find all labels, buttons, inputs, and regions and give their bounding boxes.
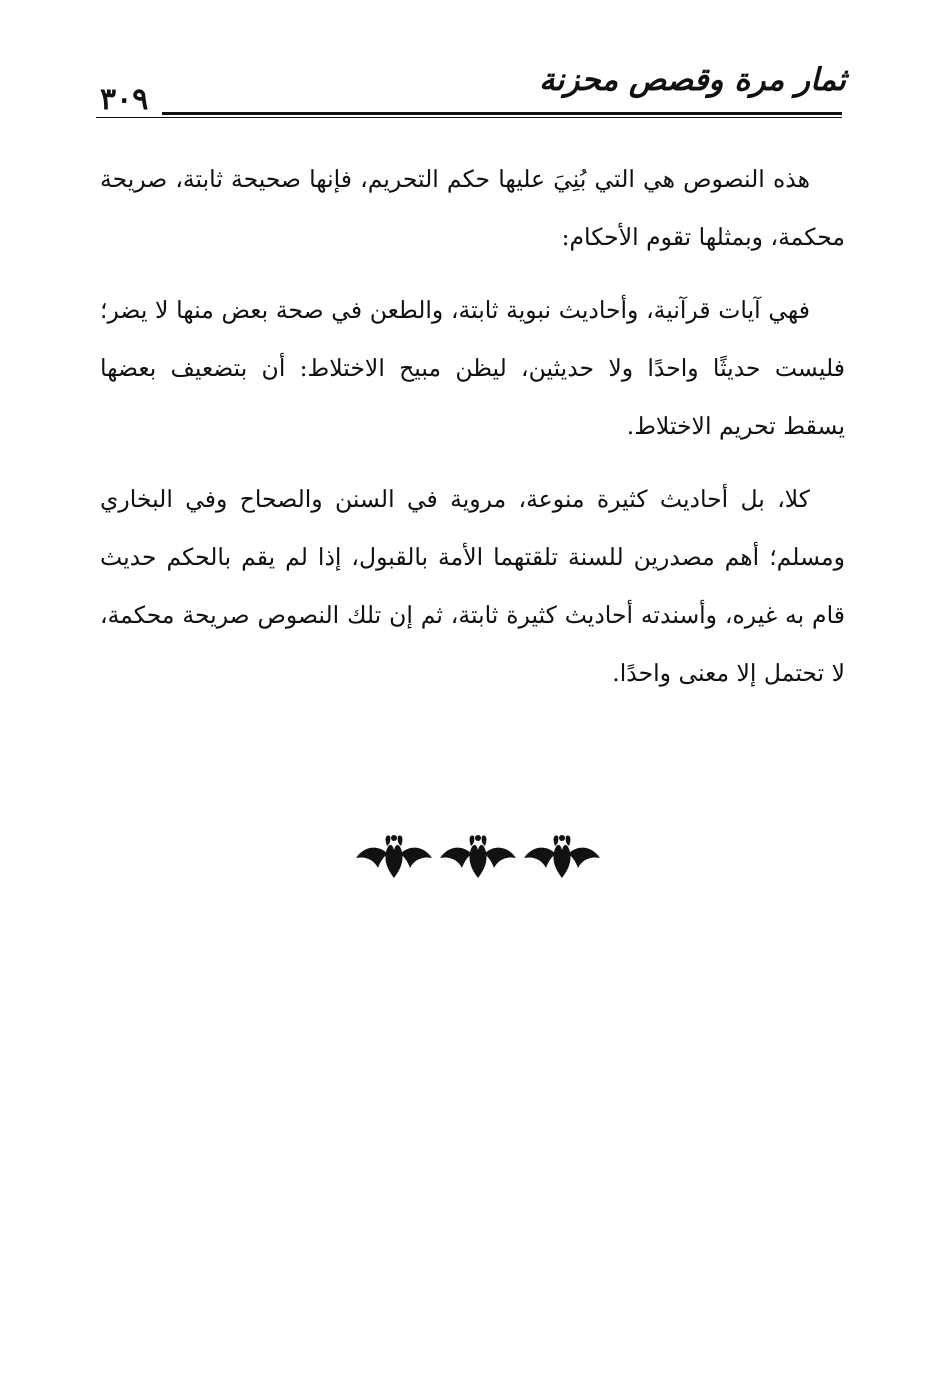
header-rule-thick <box>162 112 842 115</box>
header-rule-thin <box>96 117 842 118</box>
body-text <box>100 150 845 717</box>
paragraph: كلا، بل أحاديث كثيرة منوعة، مروية في السنن والصحاح وفي البخاري ومسلم؛ أهم مصدرين للسنة تلقتهما الأمة بالقبول، إذا لم يقم بالحكم حديث قام به غيره، وأسندته أحاديث كثيرة ثابتة، ثم إن تلك النصوص صريحة محكمة، لا تحتمل إلا معنى واحدًا. <box>100 485 845 687</box>
paragraph: فهي آيات قرآنية، وأحاديث نبوية ثابتة، والطعن في صحة بعض منها لا يضر؛ فليست حديثًا واحدًا ولا حديثين، ليظن مبيح الاختلاط: أن بتضعيف بعضها يسقط تحريم الاختلاط. <box>100 296 845 440</box>
page-number: ٣٠٩ <box>100 82 149 117</box>
floral-ornament-icon <box>352 832 602 882</box>
page-header <box>96 50 846 126</box>
book-title: ثمار مرة وقصص محزنة <box>539 62 846 98</box>
paragraph: هذه النصوص هي التي بُنِيَ عليها حكم التحريم، فإنها صحيحة ثابتة، صريحة محكمة، وبمثلها تقوم الأحكام: <box>100 165 845 251</box>
